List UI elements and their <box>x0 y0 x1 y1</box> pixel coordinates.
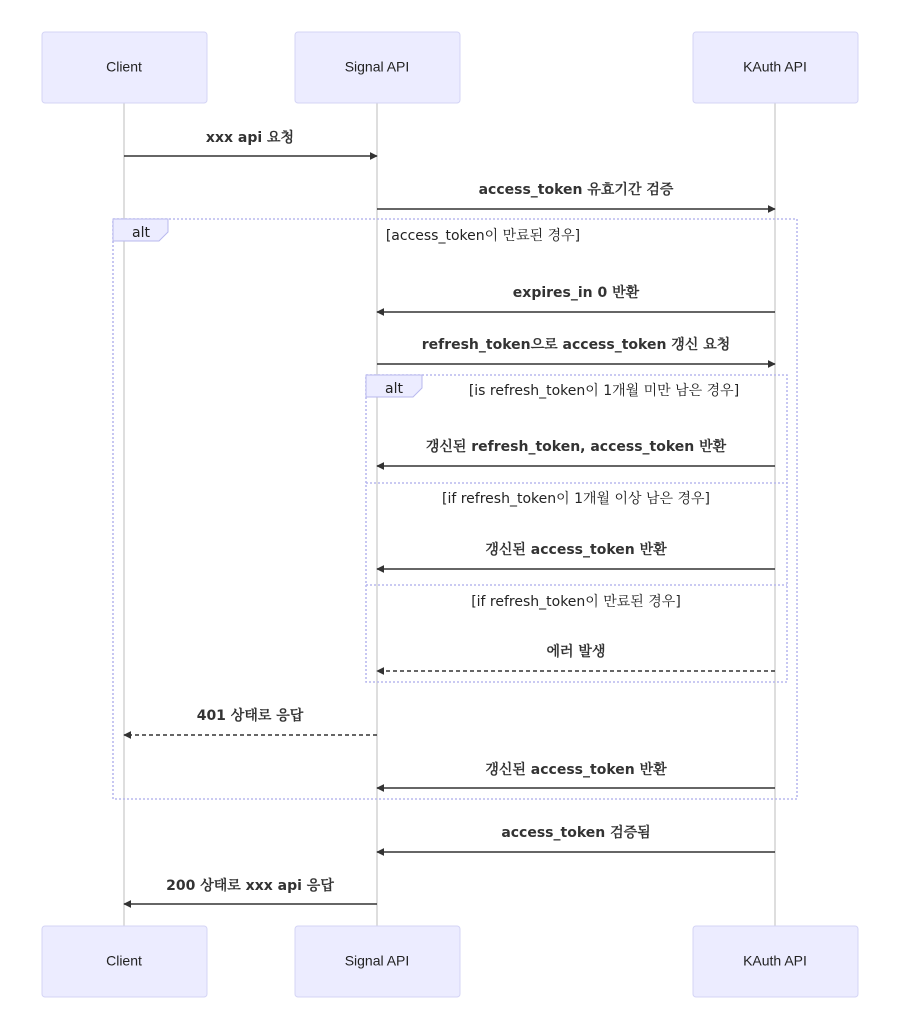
participant-signal-api-top <box>295 32 460 103</box>
participant-kauth-api-bottom <box>693 926 858 997</box>
message-renewed-access-token-outer <box>377 761 775 788</box>
message-error <box>377 643 775 671</box>
message-label: refresh_token으로 access_token 갱신 요청 <box>421 337 731 353</box>
alt-frame-outer-tag-label: alt <box>132 225 150 241</box>
message-renewed-access-token-inner <box>377 541 775 569</box>
message-renewed-both-tokens <box>377 438 775 466</box>
alt-frame-inner-condition-3: [if refresh_token이 만료된 경우] <box>471 594 681 610</box>
alt-frame-inner-border <box>366 375 787 682</box>
message-401-response <box>124 707 377 735</box>
alt-frame-outer-condition: [access_token이 만료된 경우] <box>385 228 581 244</box>
participant-kauth-api-top <box>693 32 858 103</box>
message-refresh-request <box>377 336 775 364</box>
message-label: 갱신된 access_token 반환 <box>485 762 667 778</box>
participant-label: Signal API <box>344 952 410 969</box>
message-label: access_token 유효기간 검증 <box>478 182 674 198</box>
alt-frame-inner-tag-label: alt <box>385 381 403 397</box>
participant-label: Client <box>106 952 142 969</box>
message-label: 200 상태로 xxx api 응답 <box>166 878 334 894</box>
participant-signal-api-bottom <box>295 926 460 997</box>
message-label: 갱신된 refresh_token, access_token 반환 <box>425 439 727 455</box>
participant-client-bottom <box>42 926 207 997</box>
participant-label: KAuth API <box>743 952 807 969</box>
message-label: access_token 검증됨 <box>501 825 651 841</box>
message-token-validity-check <box>377 181 775 209</box>
participant-label: Client <box>106 58 142 75</box>
participant-label: Signal API <box>344 58 410 75</box>
message-200-response <box>124 877 377 904</box>
message-label: 에러 발생 <box>546 644 606 660</box>
participant-client-top <box>42 32 207 103</box>
message-label: expires_in 0 반환 <box>512 285 640 301</box>
message-label: 갱신된 access_token 반환 <box>485 542 667 558</box>
participant-label: KAuth API <box>743 58 807 75</box>
alt-frame-inner-condition-2: [if refresh_token이 1개월 이상 남은 경우] <box>442 491 710 507</box>
message-label: xxx api 요청 <box>205 130 295 146</box>
message-token-verified <box>377 824 775 852</box>
message-expires-in-zero <box>377 284 775 312</box>
message-label: 401 상태로 응답 <box>196 708 304 724</box>
message-xxx-api-request <box>124 129 377 156</box>
alt-frame-inner-condition-1: [is refresh_token이 1개월 미만 남은 경우] <box>468 383 740 399</box>
alt-frame-inner <box>366 375 787 682</box>
